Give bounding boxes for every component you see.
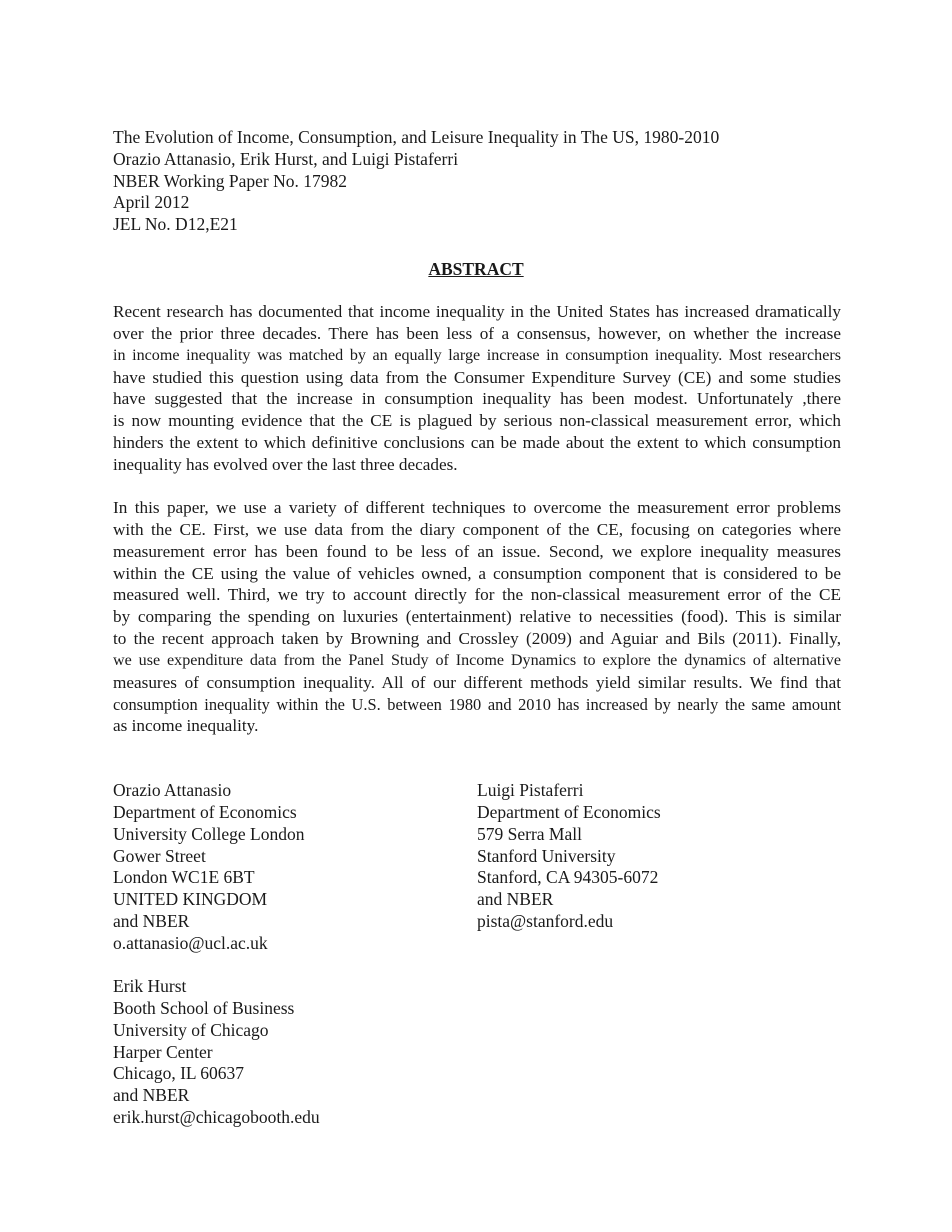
address-line: Chicago, IL 60637 [113,1063,245,1084]
abstract-line: measures of consumption inequality. All of our different methods yield similar results. We find that [113,672,841,692]
paper-authors: Orazio Attanasio, Erik Hurst, and Luigi Pistaferri [113,148,459,169]
abstract-line: measurement error has been found to be less of an issue. Second, we explore inequality measures [113,541,841,561]
address-line: and NBER [113,1085,190,1106]
abstract-line: hinders the extent to which definitive conclusions can be made about the extent to which consumption [113,433,841,453]
abstract-line: is now mounting evidence that the CE is plagued by serious non-classical measurement error, which [113,411,841,431]
abstract-paragraph-1 [113,301,841,476]
abstract-line: within the CE using the value of vehicles owned, a consumption component that is considered to be [113,563,841,583]
author-name: Orazio Attanasio [113,780,232,800]
abstract-line: measured well. Third, we try to account directly for the non-classical measurement error of the CE [113,585,841,605]
address-line: Stanford University [477,845,616,866]
paper-header [113,127,853,236]
author-address-hurst [113,976,320,1129]
abstract-line: consumption inequality within the U.S. between 1980 and 2010 has increased by nearly the same amount [113,694,841,714]
author-email: pista@stanford.edu [477,911,614,932]
address-line: Harper Center [113,1041,213,1062]
address-line: Department of Economics [113,801,297,822]
abstract-line: to the recent approach taken by Browning and Crossley (2009) and Aguiar and Bils (2011). Finally, [113,629,841,649]
paper-jel-codes: JEL No. D12,E21 [113,214,238,235]
author-email: o.attanasio@ucl.ac.uk [113,932,268,953]
author-address-pistaferri [477,780,661,933]
address-line: UNITED KINGDOM [113,889,268,910]
author-email: erik.hurst@chicagobooth.edu [113,1107,320,1128]
address-line: and NBER [113,911,190,932]
abstract-line: as income inequality. [113,716,259,736]
abstract-line: inequality has evolved over the last three decades. [113,454,458,474]
address-line: London WC1E 6BT [113,867,255,888]
author-name: Luigi Pistaferri [477,780,584,800]
author-name: Erik Hurst [113,976,187,996]
abstract-line: over the prior three decades. There has been less of a consensus, however, on whether the increase [113,323,841,343]
address-line: Gower Street [113,845,206,866]
abstract-line: in income inequality was matched by an equally large increase in consumption inequality. Most researchers [113,346,841,364]
paper-date: April 2012 [113,192,190,213]
paper-series: NBER Working Paper No. 17982 [113,170,348,191]
address-line: Department of Economics [477,801,661,822]
abstract-line: have suggested that the increase in consumption inequality has been modest. Unfortunately ,there [113,389,841,409]
abstract-line: have studied this question using data from the Consumer Expenditure Survey (CE) and some studies [113,367,841,387]
address-line: University College London [113,823,305,844]
address-line: Booth School of Business [113,997,295,1018]
abstract-line: by comparing the spending on luxuries (entertainment) relative to necessities (food). This is similar [113,607,841,627]
address-line: University of Chicago [113,1019,269,1040]
address-line: 579 Serra Mall [477,823,582,844]
abstract-heading: ABSTRACT [428,259,524,279]
abstract-line: with the CE. First, we use data from the diary component of the CE, focusing on categories where [113,519,841,539]
abstract-line: we use expenditure data from the Panel Study of Income Dynamics to explore the dynamics of alternative [113,651,841,669]
paper-title: The Evolution of Income, Consumption, and Leisure Inequality in The US, 1980-2010 [113,127,720,147]
abstract-line: In this paper, we use a variety of different techniques to overcome the measurement error problems [113,498,841,517]
author-address-attanasio [113,780,305,955]
abstract-paragraph-2 [113,497,841,737]
address-line: Stanford, CA 94305-6072 [477,867,659,888]
address-line: and NBER [477,889,554,910]
abstract-line: Recent research has documented that income inequality in the United States has increased dramatically [113,302,841,321]
